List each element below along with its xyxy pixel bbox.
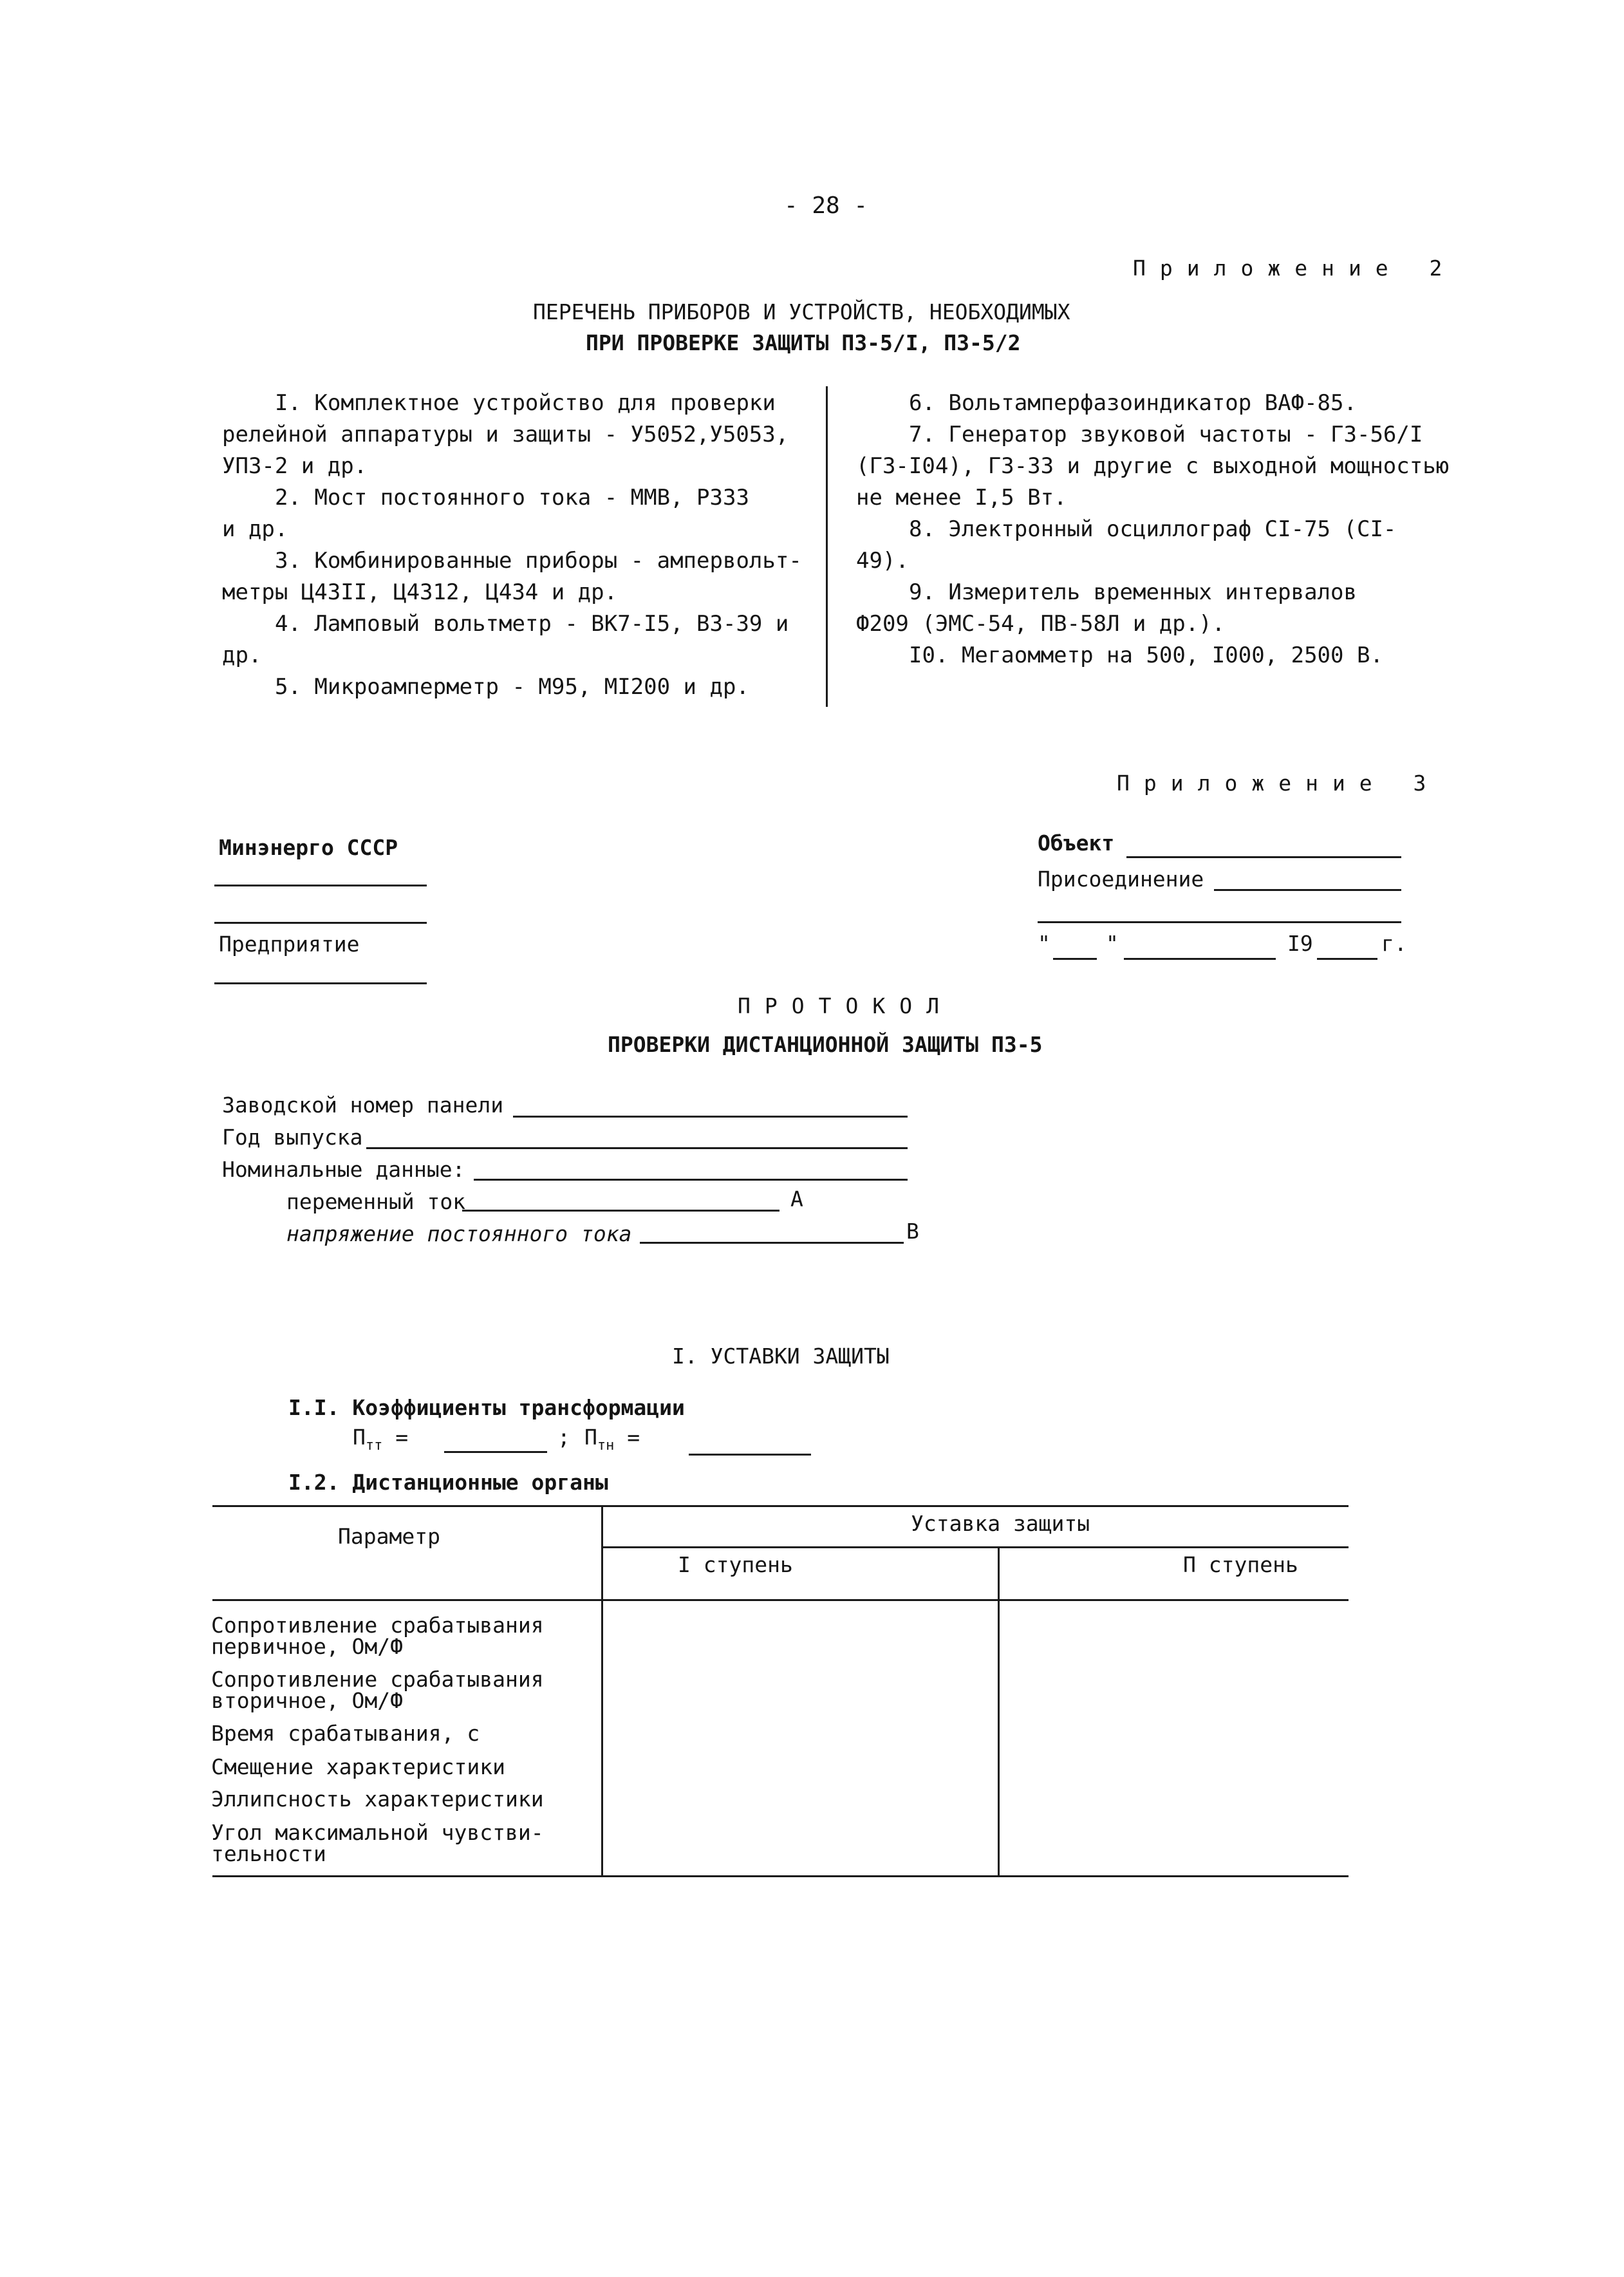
list-line: и др. bbox=[222, 516, 288, 542]
list-line: 6. Вольтамперфазоиндикатор ВАФ-85. bbox=[909, 390, 1357, 416]
list-line: I. Комплектное устройство для проверки bbox=[275, 390, 776, 416]
list-line: релейной аппаратуры и защиты - У5052,У5053, bbox=[222, 422, 789, 447]
table-row: Сопротивление срабатывания вторичное, Ом/Ф bbox=[211, 1667, 544, 1713]
section-1-title: I. УСТАВКИ ЗАЩИТЫ bbox=[672, 1344, 890, 1369]
table-subheader-line bbox=[602, 1546, 1349, 1548]
ntn-field[interactable] bbox=[689, 1454, 811, 1456]
table-row: Сопротивление срабатывания первичное, Ом/Ф bbox=[211, 1613, 544, 1659]
col-stage2-header: П ступень bbox=[1183, 1552, 1298, 1577]
table-bottom-line bbox=[212, 1875, 1349, 1877]
connection-field-2[interactable] bbox=[1038, 921, 1401, 923]
table-top-line bbox=[212, 1505, 1349, 1507]
table-row: Время срабатывания, с bbox=[211, 1721, 480, 1746]
dc-voltage-field[interactable] bbox=[640, 1242, 904, 1244]
list-line: УПЗ-2 и др. bbox=[222, 453, 368, 479]
list-line: I0. Мегаомметр на 500, I000, 2500 В. bbox=[909, 642, 1383, 668]
table-header-bottom-line bbox=[212, 1599, 1349, 1601]
dc-voltage-label: напряжение постоянного тока bbox=[286, 1221, 632, 1246]
list-line: 8. Электронный осциллограф СI-75 (СI- bbox=[909, 516, 1397, 542]
col-param-header: Параметр bbox=[338, 1524, 440, 1549]
enterprise-top-line bbox=[214, 922, 427, 924]
ac-current-field[interactable] bbox=[462, 1210, 779, 1212]
column-divider bbox=[826, 386, 828, 707]
subsection-1-1: I.I. Коэффициенты трансформации bbox=[288, 1395, 685, 1420]
list-line: Ф209 (ЭМС-54, ПВ-58Л и др.). bbox=[856, 611, 1226, 637]
col-setting-header: Уставка защиты bbox=[911, 1511, 1090, 1536]
dc-unit: В bbox=[906, 1219, 919, 1244]
table-row: Эллипсность характеристики bbox=[211, 1786, 544, 1812]
ministry-line bbox=[214, 885, 427, 886]
page-number: - 28 - bbox=[784, 192, 868, 219]
list-line: 7. Генератор звуковой частоты - Г3-56/I bbox=[909, 422, 1423, 447]
ac-current-label: переменный ток bbox=[286, 1189, 466, 1214]
list-line: др. bbox=[222, 642, 262, 668]
ac-unit: А bbox=[790, 1186, 803, 1212]
list-line: 2. Мост постоянного тока - ММВ, Р333 bbox=[275, 485, 749, 511]
list-line: 4. Ламповый вольтметр - ВК7-I5, В3-39 и bbox=[275, 611, 789, 637]
appendix-3-label: Приложение 3 bbox=[1117, 771, 1441, 796]
nominal-label: Номинальные данные: bbox=[222, 1157, 465, 1182]
date-year-field[interactable] bbox=[1317, 958, 1377, 960]
date-quote-open: " bbox=[1038, 931, 1050, 956]
date-quote-close: " bbox=[1106, 931, 1119, 956]
date-month-field[interactable] bbox=[1124, 958, 1276, 960]
ntt-field[interactable] bbox=[444, 1451, 547, 1453]
connection-label: Присоединение bbox=[1038, 867, 1204, 892]
list-line: 49). bbox=[856, 548, 909, 574]
serial-label: Заводской номер панели bbox=[222, 1092, 504, 1118]
enterprise-line bbox=[214, 982, 427, 984]
table-row: Смещение характеристики bbox=[211, 1754, 505, 1779]
list-line: не менее I,5 Вт. bbox=[856, 485, 1067, 511]
instrument-list-right bbox=[856, 388, 1449, 671]
appendix-2-label: Приложение 2 bbox=[1133, 256, 1457, 281]
list-line: 9. Измеритель временных интервалов bbox=[909, 579, 1357, 605]
serial-field[interactable] bbox=[513, 1116, 908, 1118]
ntt-symbol: $П_{тт}$ = bbox=[353, 1425, 409, 1454]
appendix-2-title-line2: ПРИ ПРОВЕРКЕ ЗАЩИТЫ ПЗ-5/I, ПЗ-5/2 bbox=[586, 330, 1021, 355]
list-line: 3. Комбинированные приборы - ампервольт- bbox=[275, 548, 802, 574]
nominal-field[interactable] bbox=[474, 1179, 908, 1181]
date-year-prefix: I9 bbox=[1287, 931, 1313, 956]
list-line: (Г3-I04), Г3-33 и другие с выходной мощностью bbox=[856, 453, 1450, 479]
appendix-2-title-line1: ПЕРЕЧЕНЬ ПРИБОРОВ И УСТРОЙСТВ, НЕОБХОДИМЫХ bbox=[533, 299, 1070, 324]
subsection-1-2: I.2. Дистанционные органы bbox=[288, 1470, 608, 1495]
semicolon: ; bbox=[557, 1425, 570, 1450]
col-stage1-header: I ступень bbox=[678, 1552, 793, 1577]
protocol-title: ПРОТОКОЛ bbox=[738, 993, 953, 1018]
connection-field[interactable] bbox=[1214, 889, 1401, 891]
table-divider-1 bbox=[601, 1505, 603, 1877]
date-g: г. bbox=[1381, 931, 1407, 956]
date-day-field[interactable] bbox=[1053, 958, 1097, 960]
list-line: 5. Микроамперметр - М95, МI200 и др. bbox=[275, 674, 749, 700]
object-field[interactable] bbox=[1126, 856, 1401, 858]
table-row: Угол максимальной чувстви- тельности bbox=[211, 1820, 544, 1866]
instrument-list-left bbox=[222, 388, 802, 703]
object-label: Объект bbox=[1038, 830, 1115, 856]
ntn-symbol: $П_{тн}$ = bbox=[584, 1425, 640, 1454]
ministry-label: Минэнерго СССР bbox=[219, 835, 398, 860]
year-label: Год выпуска bbox=[222, 1125, 363, 1150]
year-field[interactable] bbox=[366, 1147, 908, 1149]
list-line: метры Ц43II, Ц4312, Ц434 и др. bbox=[222, 579, 618, 605]
protocol-subtitle: ПРОВЕРКИ ДИСТАНЦИОННОЙ ЗАЩИТЫ ПЗ-5 bbox=[608, 1032, 1043, 1057]
table-divider-2 bbox=[998, 1546, 1000, 1877]
enterprise-label: Предприятие bbox=[219, 932, 360, 957]
